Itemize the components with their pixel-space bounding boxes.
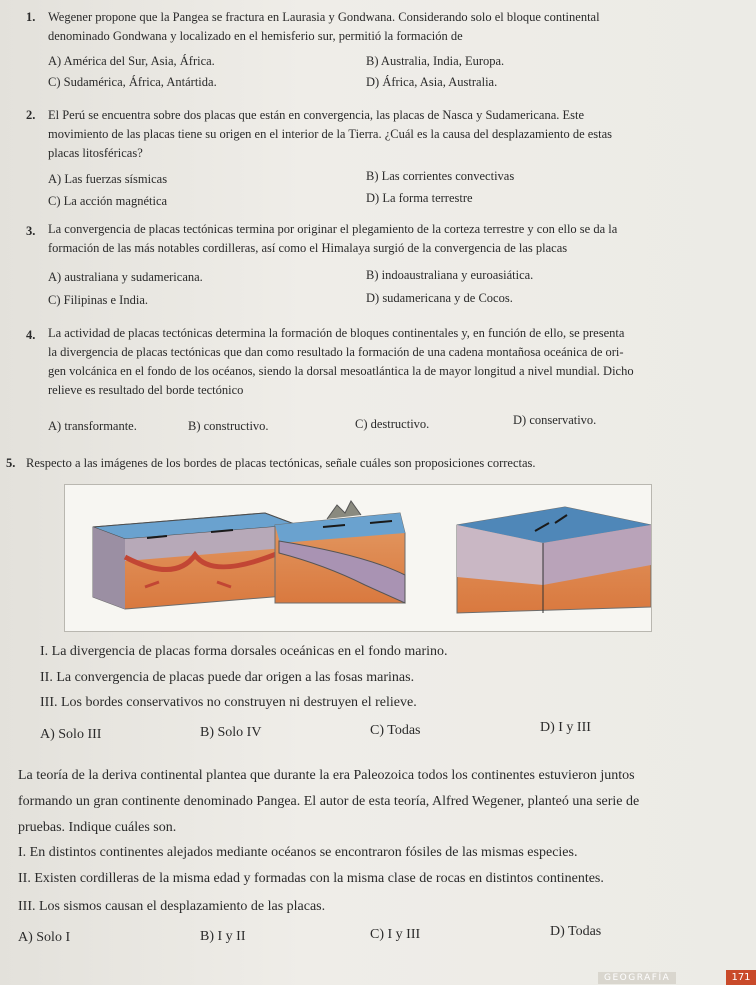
question-text: El Perú se encuentra sobre dos placas que están en convergencia, las placas de Nasca y Sudamericana. Este <box>48 108 585 122</box>
question-text: formación de las más notables cordilleras, así como el Himalaya surgió de la convergencia de las placas <box>48 241 568 255</box>
question-number: 4. <box>26 328 36 342</box>
question-text: relieve es resultado del borde tectónico <box>48 383 244 397</box>
statement-iii: III. Los sismos causan el desplazamiento de las placas. <box>18 899 326 914</box>
question-number: 2. <box>26 108 36 122</box>
question-text: Respecto a las imágenes de los bordes de placas tectónicas, señale cuáles son proposiciones correctas. <box>26 456 536 470</box>
question-text: La convergencia de placas tectónicas termina por originar el plegamiento de la corteza terrestre y con ello se da la <box>48 222 618 236</box>
question-text: Wegener propone que la Pangea se fractura en Laurasia y Gondwana. Considerando solo el bloque continental <box>48 10 600 24</box>
question-number: 3. <box>26 224 36 238</box>
tectonic-boundaries-figure <box>64 484 652 632</box>
option-d[interactable]: D) África, Asia, Australia. <box>366 75 498 89</box>
option-c[interactable]: C) Todas <box>370 723 421 738</box>
option-c[interactable]: C) I y III <box>370 927 421 942</box>
option-a[interactable]: A) Las fuerzas sísmicas <box>48 172 168 186</box>
question-number: 1. <box>26 10 36 24</box>
statement-iii: III. Los bordes conservativos no construyen ni destruyen el relieve. <box>40 695 417 710</box>
transform-boundary-diagram <box>457 507 651 613</box>
option-a[interactable]: A) transformante. <box>48 419 137 433</box>
option-a[interactable]: A) australiana y sudamericana. <box>48 270 203 284</box>
question-text: pruebas. Indique cuáles son. <box>18 820 177 835</box>
option-c[interactable]: C) destructivo. <box>355 417 430 431</box>
page-number: 171 <box>726 970 756 985</box>
option-c[interactable]: C) La acción magnética <box>48 194 168 208</box>
question-number: 5. <box>6 456 16 470</box>
question-text: gen volcánica en el fondo de los océanos, siendo la dorsal mesoatlántica la de mayor longitud a nivel mundial. Dicho <box>48 364 634 378</box>
statement-i: I. En distintos continentes alejados mediante océanos se encontraron fósiles de las mismas especies. <box>18 845 578 860</box>
option-d[interactable]: D) I y III <box>540 720 591 735</box>
option-b[interactable]: B) Las corrientes convectivas <box>366 169 515 183</box>
question-text: formando un gran continente denominado Pangea. El autor de esta teoría, Alfred Wegener, planteó una serie de <box>18 794 640 809</box>
option-a[interactable]: A) Solo III <box>40 727 102 742</box>
option-b[interactable]: B) indoaustraliana y euroasiática. <box>366 268 534 282</box>
option-b[interactable]: B) Australia, India, Europa. <box>366 54 505 68</box>
option-d[interactable]: D) La forma terrestre <box>366 191 473 205</box>
option-d[interactable]: D) conservativo. <box>513 413 597 427</box>
question-text: La teoría de la deriva continental plantea que durante la era Paleozoica todos los continentes estuvieron juntos <box>18 768 635 783</box>
option-d[interactable]: D) sudamericana y de Cocos. <box>366 291 513 305</box>
question-text: movimiento de las placas tiene su origen en el interior de la Tierra. ¿Cuál es la causa del desplazamiento de estas <box>48 127 613 141</box>
option-d[interactable]: D) Todas <box>550 924 602 939</box>
question-text: placas litosféricas? <box>48 146 143 160</box>
statement-ii: II. Existen cordilleras de la misma edad y formadas con la misma clase de rocas en distintos continentes. <box>18 871 604 886</box>
question-text: la divergencia de placas tectónicas que dan como resultado la formación de una cadena montañosa oceánica de ori- <box>48 345 624 359</box>
statement-i: I. La divergencia de placas forma dorsales oceánicas en el fondo marino. <box>40 644 448 659</box>
option-b[interactable]: B) constructivo. <box>188 419 269 433</box>
statement-ii: II. La convergencia de placas puede dar origen a las fosas marinas. <box>40 670 415 685</box>
footer-subject-label: GEOGRAFÍA <box>598 972 676 984</box>
option-c[interactable]: C) Filipinas e India. <box>48 293 148 307</box>
question-text: denominado Gondwana y localizado en el hemisferio sur, permitió la formación de <box>48 29 463 43</box>
option-a[interactable]: A) Solo I <box>18 930 71 945</box>
option-c[interactable]: C) Sudamérica, África, Antártida. <box>48 75 217 89</box>
option-b[interactable]: B) I y II <box>200 929 246 944</box>
question-text: La actividad de placas tectónicas determina la formación de bloques continentales y, en función de ello, se presenta <box>48 326 625 340</box>
convergent-boundary-diagram <box>275 501 405 603</box>
option-a[interactable]: A) América del Sur, Asia, África. <box>48 54 215 68</box>
option-b[interactable]: B) Solo IV <box>200 725 262 740</box>
divergent-boundary-diagram <box>93 513 297 609</box>
